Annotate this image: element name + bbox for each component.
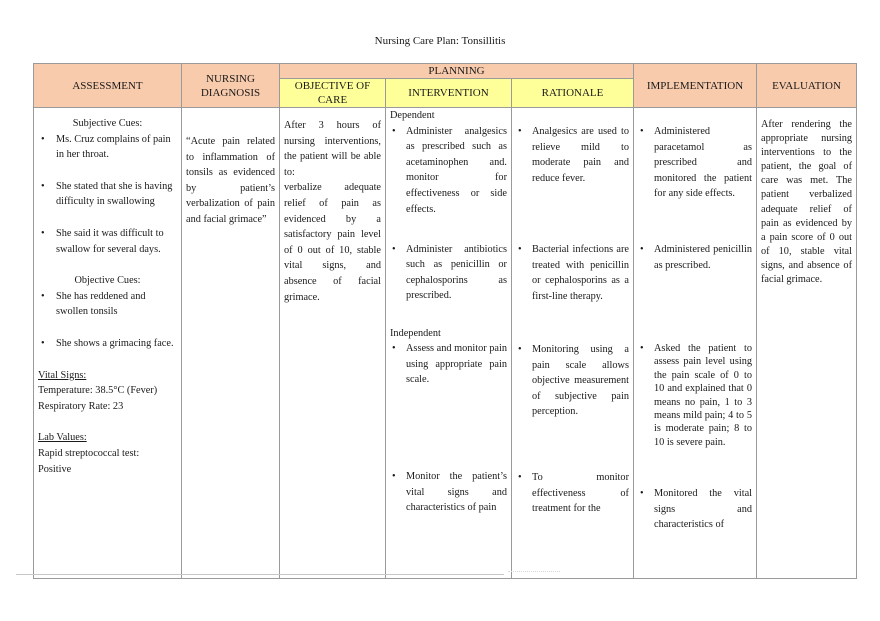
implementation-item: • Administered penicillin as prescribed. (638, 242, 752, 326)
objective-cell (280, 108, 386, 579)
evaluation-cell (757, 108, 857, 579)
implementation-cell (634, 108, 757, 579)
vital-sign-line: Respiratory Rate: 23 (38, 400, 124, 412)
rationale-item: • Bacterial infections are treated with penicillin or cephalosporins as a first-line therapy. (516, 242, 629, 326)
rationale-item: • Monitoring using a pain scale allows objective measurement of subjective pain perception. (516, 342, 629, 470)
diagnosis-cell (182, 108, 280, 579)
vital-signs-heading: Vital Signs: (38, 369, 87, 381)
lab-value-line: Positive (38, 463, 72, 475)
document-title: Nursing Care Plan: Tonsillitis (374, 35, 506, 47)
rationale-cell (512, 108, 634, 579)
header-implementation: IMPLEMENTATION (634, 64, 757, 108)
header-assessment: ASSESSMENT (34, 64, 182, 108)
subjective-cue: • Ms. Cruz complains of pain in her throat. (38, 132, 177, 163)
lab-value-line: Rapid streptococcal test: (38, 447, 140, 459)
care-plan-table (33, 63, 857, 579)
implementation-item: • Asked the patient to assess pain level using the pain scale of 0 to 10 and explained that 0 means no pain, 1 to 3 means mild pain; 4 to 5 is moderate pain; 8 to 10 is severe pain. (638, 342, 752, 486)
vital-sign-line: Temperature: 38.5°C (Fever) (38, 385, 158, 397)
header-rationale: RATIONALE (512, 79, 634, 108)
rationale-item: • Analgesics are used to relieve mild to moderate pain and reduce fever. (516, 124, 629, 226)
assessment-cell (34, 108, 182, 579)
subjective-cue: • She said it was difficult to swallow for several days. (38, 226, 177, 257)
header-nursing-diagnosis: NURSING DIAGNOSIS (182, 64, 280, 108)
rationale-item: • To monitor effectiveness of treatment for the (516, 470, 629, 517)
intervention-cell (386, 108, 512, 579)
header-objective-of-care: OBJECTIVE OF CARE (280, 79, 386, 108)
subjective-cue: • She stated that she is having difficulty in swallowing (38, 179, 177, 210)
lab-values-heading: Lab Values: (38, 432, 87, 444)
evaluation-text: After rendering the appropriate nursing interventions to the patient, the goal of care was met. The patient verbalized adequate relief of pain as evidenced by a pain score of 0 out of 10, stable vital signs, and absence of facial grimace. (761, 119, 852, 286)
independent-label: Independent (390, 327, 441, 339)
subjective-cues-heading: Subjective Cues: (72, 118, 143, 129)
footer-faint-mark (508, 571, 560, 576)
header-intervention: INTERVENTION (386, 79, 512, 108)
implementation-item: • Administered paracetamol as prescribed and monitored the patient for any side effects. (638, 124, 752, 226)
objective-goal-text: verbalize adequate relief of pain as evidenced by a satisfactory pain level of 0 out of 10, stable vital signs, and absence of facial grimace. (284, 182, 381, 303)
objective-cues-heading: Objective Cues: (74, 275, 141, 287)
intervention-item: • Administer antibiotics such as penicillin or cephalosporins as prescribed. (390, 242, 507, 310)
intervention-item: • Assess and monitor pain using appropriate pain scale. (390, 341, 507, 469)
header-planning: PLANNING (280, 64, 634, 79)
objective-cue: • She shows a grimacing face. (38, 336, 177, 352)
header-evaluation: EVALUATION (757, 64, 857, 108)
implementation-item: • Monitored the vital signs and characteristics of (638, 486, 752, 533)
diagnosis-text: “Acute pain related to inflammation of tonsils as evidenced by patient’s verbalization of pain and facial grimace” (186, 136, 275, 225)
intervention-item: • Administer analgesics as prescribed such as acetaminophen and. monitor for effectiveness or side effects. (390, 124, 507, 226)
objective-cue: • She has reddened and swollen tonsils (38, 289, 177, 320)
dependent-label: Dependent (390, 110, 435, 121)
objective-text: After 3 hours of nursing interventions, the patient will be able to: (284, 120, 381, 178)
intervention-item: • Monitor the patient’s vital signs and characteristics of pain (390, 469, 507, 516)
footer-divider (16, 574, 504, 575)
